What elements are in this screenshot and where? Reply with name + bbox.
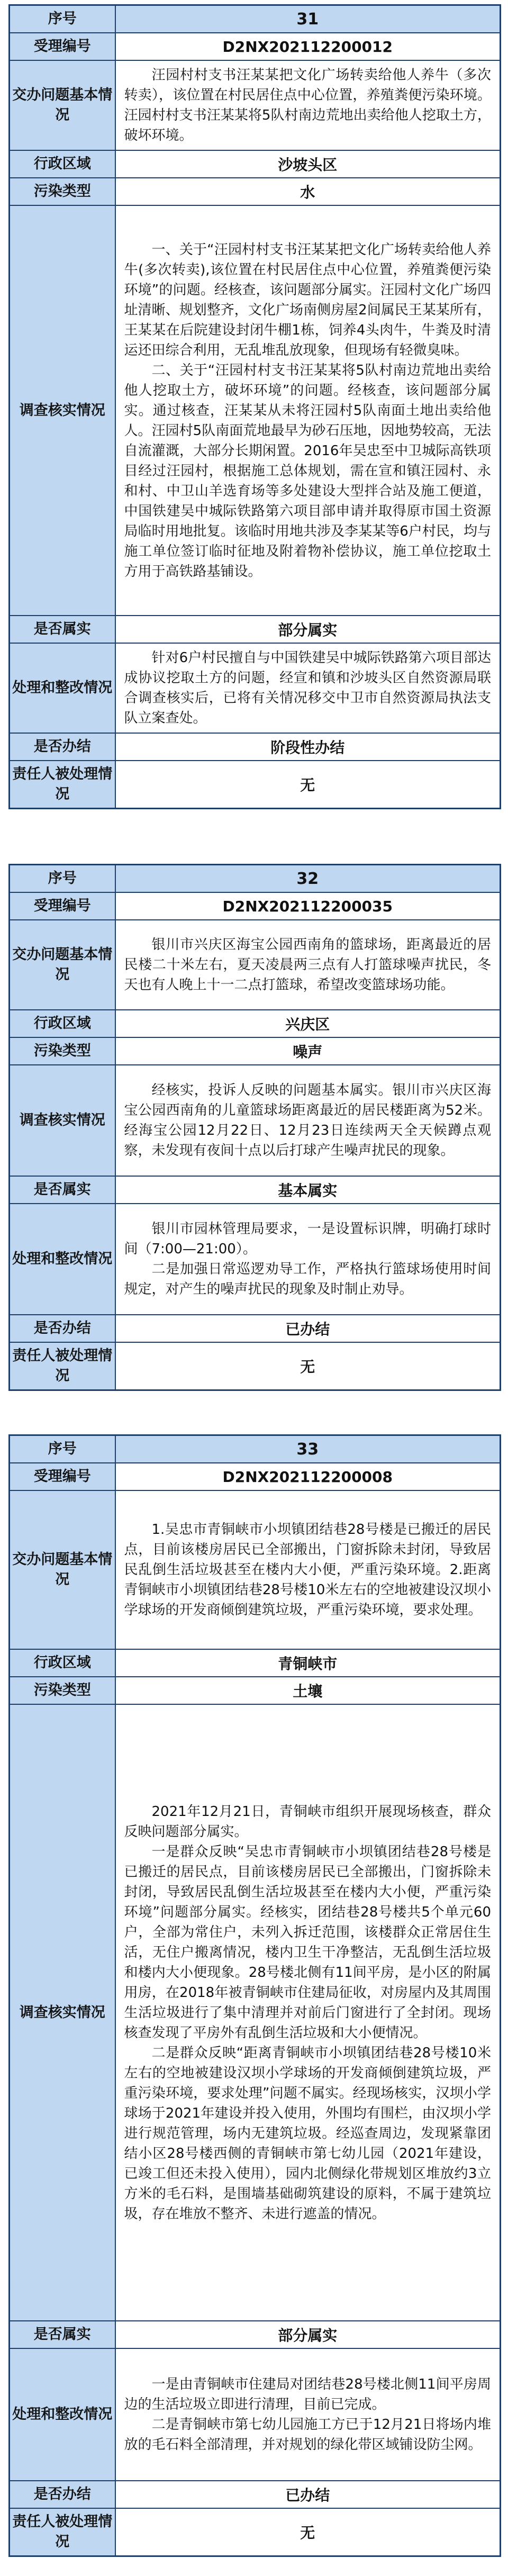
case-seq: 33	[115, 1435, 501, 1463]
pollution-value: 水	[115, 178, 501, 205]
case-id: D2NX202112200012	[115, 33, 501, 60]
completion-label: 是否办结	[10, 2481, 115, 2508]
case-id: D2NX202112200008	[115, 1463, 501, 1490]
issue-text: 银川市兴庆区海宝公园西南角的篮球场，距离最近的居民楼二十米左右，夏天凌晨两三点有人打篮球噪声扰民，冬天也有人晚上十一二点打篮球，希望改变篮球场功能。	[115, 920, 501, 1010]
pollution-value: 噪声	[115, 1037, 501, 1065]
pollution-label: 污染类型	[10, 1037, 115, 1065]
handling-label: 处理和整改情况	[10, 2348, 115, 2481]
investigation-label: 调查核实情况	[10, 1704, 115, 2321]
verdict-label: 是否属实	[10, 2321, 115, 2348]
completion-label: 是否办结	[10, 733, 115, 761]
region-value: 沙坡头区	[115, 150, 501, 178]
seq-label: 序号	[10, 5, 115, 33]
issue-label: 交办问题基本情况	[10, 60, 115, 150]
case-id: D2NX202112200035	[115, 892, 501, 920]
seq-label: 序号	[10, 865, 115, 893]
investigation-text: 一、关于“汪园村村支书汪某某把文化广场转卖给他人养牛(多次转卖),该位置在村民居住点中心位置，养殖粪便污染环境”的问题。经核查，该问题部分属实。汪园村文化广场四址清晰、规划整齐，文化广场南侧房屋2间属民王某某所有，王某某在后院建设封闭牛棚1栋，饲养4头肉牛，牛粪及时清运还田综合利用，无乱堆乱放现象，但现场有轻微臭味。 二、关于“汪园村村支书汪某某将5队村南边荒地出卖给他人挖取土方，破坏环境”的问题。经核查，该问题部分属实。通过核查，汪某某从未将汪园村5队南面土地出卖给他人。汪园村5队南面荒地最早为砂石压地，因地势较高，无法自流灌溉，大部分长期闲置。2016年吴忠至中卫城际高铁项目经过汪园村，根据施工总体规划，需在宣和镇汪园村、永和村、中卫山羊选育场等多处建设大型拌合站及施工便道，中国铁建吴中城际铁路第六项目部申请并取得原市国土资源局临时用地批复。该临时用地共涉及李某某等6户村民，均与施工单位签订临时征地及附着物补偿协议，施工单位挖取土方用于高铁路基铺设。	[115, 205, 501, 616]
handling-label: 处理和整改情况	[10, 643, 115, 733]
completion-label: 是否办结	[10, 1315, 115, 1342]
case-table-31	[8, 4, 501, 809]
handling-text: 银川市园林管理局要求，一是设置标识牌，明确打球时间（7:00—21:00）。 二是加强日常巡逻劝导工作，严格执行篮球场使用时间规定，对产生的噪声扰民的现象及时制止劝导。	[115, 1204, 501, 1315]
case-seq: 32	[115, 865, 501, 893]
pollution-label: 污染类型	[10, 178, 115, 205]
seq-label: 序号	[10, 1435, 115, 1463]
issue-text: 1.吴忠市青铜峡市小坝镇团结巷28号楼是已搬迁的居民点，目前该楼房居民已全部搬出，门窗拆除未封闭，导致居民乱倒生活垃圾甚至在楼内大小便，严重污染环境。2.距离青铜峡市小坝镇团结巷28号楼10米左右的空地被建设汉坝小学球场的开发商倾倒建筑垃圾，严重污染环境，要求处理。	[115, 1490, 501, 1649]
verdict-label: 是否属实	[10, 1176, 115, 1204]
verdict-value: 基本属实	[115, 1176, 501, 1204]
completion-value: 阶段性办结	[115, 733, 501, 761]
issue-label: 交办问题基本情况	[10, 920, 115, 1010]
handling-text: 一是由青铜峡市住建局对团结巷28号楼北侧11间平房周边的生活垃圾立即进行清理，目前已完成。 二是青铜峡市第七幼儿园施工方已于12月21日将场内堆放的毛石料全部清理，并对规划的绿化带区域铺设防尘网。	[115, 2348, 501, 2481]
investigation-label: 调查核实情况	[10, 205, 115, 616]
case-table-33	[8, 1434, 501, 2557]
verdict-value: 部分属实	[115, 2321, 501, 2348]
id-label: 受理编号	[10, 1463, 115, 1490]
region-label: 行政区域	[10, 1649, 115, 1677]
handling-text: 针对6户村民擅自与中国铁建吴中城际铁路第六项目部达成协议挖取土方的问题，经宣和镇和沙坡头区自然资源局联合调查核实后，已将有关情况移交中卫市自然资源局执法支队立案查处。	[115, 643, 501, 733]
region-label: 行政区域	[10, 1010, 115, 1037]
accountability-value: 无	[115, 2508, 501, 2556]
id-label: 受理编号	[10, 33, 115, 60]
pollution-label: 污染类型	[10, 1677, 115, 1704]
pollution-value: 土壤	[115, 1677, 501, 1704]
accountability-label: 责任人被处理情况	[10, 1342, 115, 1390]
investigation-label: 调查核实情况	[10, 1065, 115, 1176]
region-value: 兴庆区	[115, 1010, 501, 1037]
case-table-32	[8, 864, 501, 1391]
id-label: 受理编号	[10, 892, 115, 920]
handling-label: 处理和整改情况	[10, 1204, 115, 1315]
region-value: 青铜峡市	[115, 1649, 501, 1677]
accountability-label: 责任人被处理情况	[10, 2508, 115, 2556]
investigation-text: 2021年12月21日，青铜峡市组织开展现场核查，群众反映问题部分属实。 一是群众反映“吴忠市青铜峡市小坝镇团结巷28号楼是已搬迁的居民点，目前该楼房居民已全部搬出，门窗拆除未封闭，导致居民乱倒生活垃圾甚至在楼内大小便，严重污染环境”问题部分属实。经核实，团结巷28号楼共5个单元60户，全部为常住户，未列入拆迁范围，该楼群众正常居住生活，无住户搬离情况，楼内卫生干净整洁，无乱倒生活垃圾和楼内大小便现象。28号楼北侧有11间平房，是小区的附属用房，在2018年被青铜峡市住建局征收，对房屋内及其周围生活垃圾进行了集中清理并对前后门窗进行了全封闭。现场核查发现了平房外有乱倒生活垃圾和大小便情况。 二是群众反映“距离青铜峡市小坝镇团结巷28号楼10米左右的空地被建设汉坝小学球场的开发商倾倒建筑垃圾，严重污染环境，要求处理”问题不属实。经现场核实，汉坝小学球场于2021年建设并投入使用，外围均有围栏，由汉坝小学进行规范管理，场内无建筑垃圾。经巡查周边，发现紧靠团结小区28号楼西侧的青铜峡市第七幼儿园（2021年建设，已竣工但还未投入使用），园内北侧绿化带规划区堆放约3立方米的毛石料，是围墙基础砌筑建设的原料，不属于建筑垃圾，存在堆放不整齐、未进行遮盖的情况。	[115, 1704, 501, 2321]
accountability-label: 责任人被处理情况	[10, 761, 115, 809]
accountability-value: 无	[115, 761, 501, 809]
accountability-value: 无	[115, 1342, 501, 1390]
verdict-value: 部分属实	[115, 616, 501, 643]
completion-value: 已办结	[115, 1315, 501, 1342]
completion-value: 已办结	[115, 2481, 501, 2508]
investigation-text: 经核实，投诉人反映的问题基本属实。银川市兴庆区海宝公园西南角的儿童篮球场距离最近的居民楼距离为52米。经海宝公园12月22日、12月23日连续两天全天候蹲点观察，未发现有夜间十点以后打球产生噪声扰民的现象。	[115, 1065, 501, 1176]
region-label: 行政区域	[10, 150, 115, 178]
case-seq: 31	[115, 5, 501, 33]
issue-text: 汪园村村支书汪某某把文化广场转卖给他人养牛（多次转卖），该位置在村民居住点中心位置，养殖粪便污染环境。汪园村村支书汪某某将5队村南边荒地出卖给他人挖取土方，破坏环境。	[115, 60, 501, 150]
issue-label: 交办问题基本情况	[10, 1490, 115, 1649]
verdict-label: 是否属实	[10, 616, 115, 643]
